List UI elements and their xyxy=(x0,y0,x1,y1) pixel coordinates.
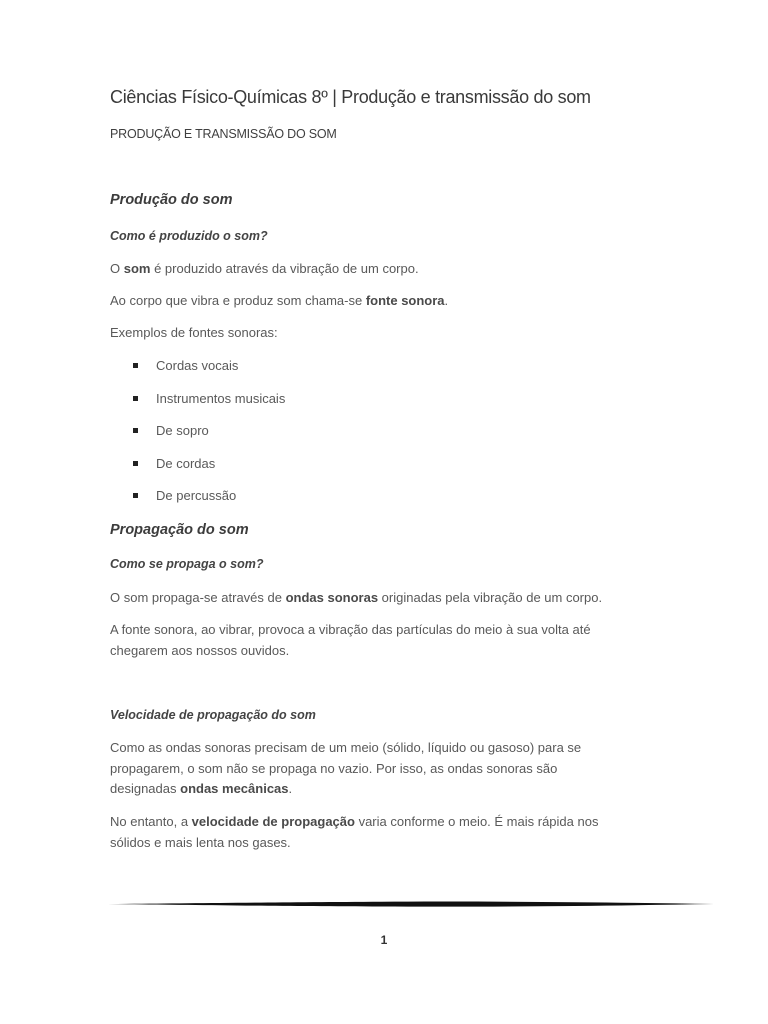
bullet-marker xyxy=(133,493,138,498)
paragraph-sound-waves: O som propaga-se através de ondas sonoras originadas pela vibração de um corpo. xyxy=(110,590,603,605)
paragraph-particles-vibration: A fonte sonora, ao vibrar, provoca a vibração das partículas do meio à sua volta até chegarem aos nossos ouvidos. xyxy=(110,622,591,658)
subheading-propagation-speed: Velocidade de propagação do som xyxy=(110,708,316,722)
list-item: Cordas vocais xyxy=(156,358,239,373)
section-heading-propagation: Propagação do som xyxy=(110,522,249,538)
bullet-marker xyxy=(133,363,138,368)
document-title: PRODUÇÃO E TRANSMISSÃO DO SOM xyxy=(110,127,337,141)
footer-divider xyxy=(108,898,714,910)
subheading-how-produced: Como é produzido o som? xyxy=(110,229,268,243)
bullet-marker xyxy=(133,461,138,466)
list-item: De sopro xyxy=(156,423,209,438)
page-header-title: Ciências Físico-Químicas 8º | Produção e transmissão do som xyxy=(110,87,591,107)
paragraph-sound-source: Ao corpo que vibra e produz som chama-se fonte sonora. xyxy=(110,293,449,308)
paragraph-speed-varies: No entanto, a velocidade de propagação varia conforme o meio. É mais rápida nos sólidos e mais lenta nos gases. xyxy=(110,814,599,850)
subheading-how-propagates: Como se propaga o som? xyxy=(110,557,264,571)
list-item: De cordas xyxy=(156,456,216,471)
list-item: De percussão xyxy=(156,488,237,503)
page-number: 1 xyxy=(380,933,388,947)
paragraph-examples-intro: Exemplos de fontes sonoras: xyxy=(110,325,278,340)
paragraph-mechanical-waves: Como as ondas sonoras precisam de um meio (sólido, líquido ou gasoso) para se propagarem, o som não se propaga no vazio. Por isso, as ondas sonoras são designadas ondas mecânicas. xyxy=(110,740,582,796)
section-heading-production: Produção do som xyxy=(110,192,233,208)
paragraph-sound-vibration: O som é produzido através da vibração de um corpo. xyxy=(110,261,419,276)
list-item: Instrumentos musicais xyxy=(156,391,286,406)
bullet-marker xyxy=(133,396,138,401)
bullet-marker xyxy=(133,428,138,433)
